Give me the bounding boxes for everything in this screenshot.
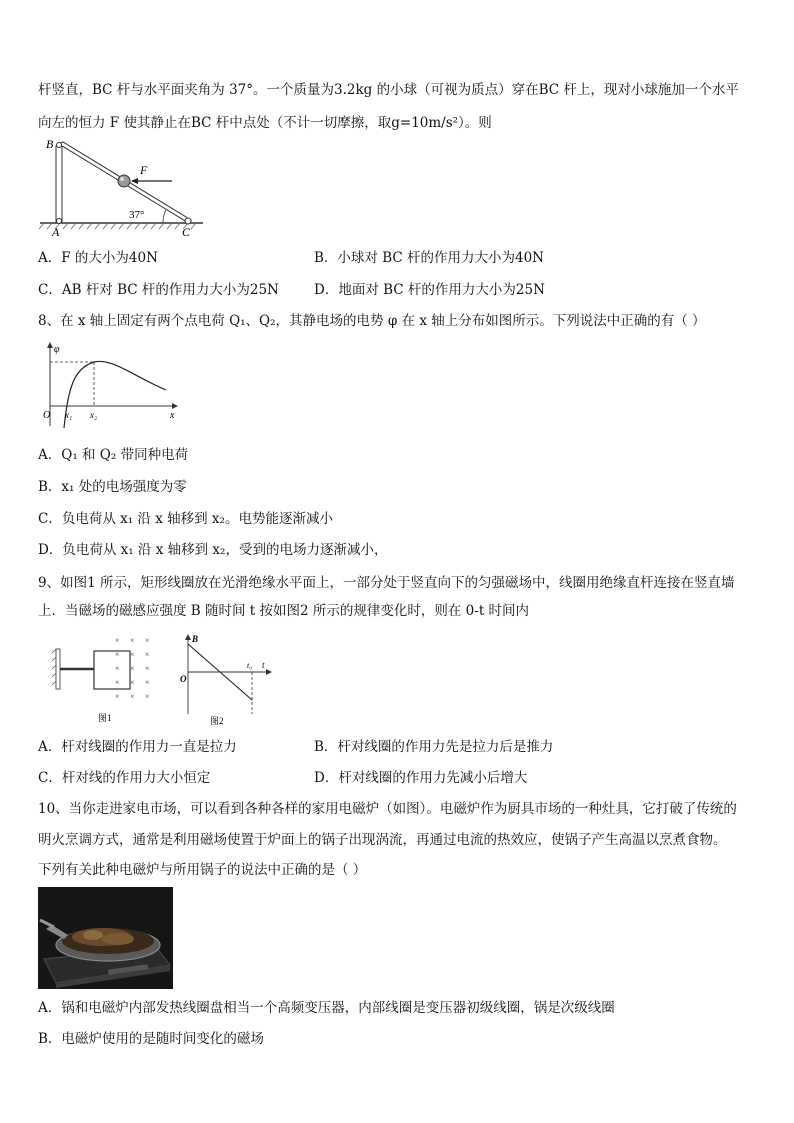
q9-stem-line1: 9、如图1 所示，矩形线圈放在光滑绝缘水平面上，一部分处于竖直向下的匀强磁场中，线圈用绝缘直杆连接在竖直墙: [38, 575, 735, 591]
svg-text:×: ×: [130, 678, 135, 687]
q9-figure-2-graph: [178, 630, 278, 728]
svg-text:×: ×: [145, 664, 150, 673]
q7-option-b: B．小球对 BC 杆的作用力大小为40N: [314, 250, 544, 266]
q8-stem: 8、在 x 轴上固定有两个点电荷 Q₁、Q₂，其静电场的电势 φ 在 x 轴上分布如图所示。下列说法中正确的有（ ）: [38, 313, 706, 329]
q7-option-c: C．AB 杆对 BC 杆的作用力大小为25N: [38, 282, 279, 298]
q9-option-a: A．杆对线圈的作用力一直是拉力: [38, 739, 237, 755]
q8-potential-graph: [38, 338, 188, 430]
induction-cooker-photo: [38, 887, 173, 989]
q7-label-b: B: [46, 138, 54, 151]
q9-fig2-caption: 图2: [210, 716, 224, 726]
q10-stem-line3: 下列有关此种电磁炉与所用锅子的说法中正确的是（ ）: [38, 862, 367, 878]
q10-option-a: A．锅和电磁炉内部发热线圈盘相当一个高频变压器，内部线圈是变压器初级线圈，锅是次级线圈: [38, 1000, 615, 1016]
q9-origin-label: O: [180, 674, 187, 684]
q8-x1-label: x₁: [65, 410, 73, 420]
q7-option-a: A．F 的大小为40N: [38, 250, 158, 266]
svg-text:×: ×: [145, 650, 150, 659]
svg-text:×: ×: [115, 650, 120, 659]
q8-option-b: B．x₁ 处的电场强度为零: [38, 479, 187, 495]
q8-x2-label: x₂: [90, 410, 98, 420]
q7-label-c: C: [182, 225, 191, 238]
q8-origin-label: O: [43, 410, 51, 421]
svg-text:×: ×: [130, 650, 135, 659]
svg-text:×: ×: [115, 678, 120, 687]
svg-text:×: ×: [130, 636, 135, 645]
q9-fig1-caption: 图1: [98, 713, 112, 723]
q9-b-axis-label: B: [192, 634, 199, 644]
svg-text:×: ×: [115, 636, 120, 645]
svg-text:×: ×: [130, 692, 135, 701]
svg-text:×: ×: [145, 692, 150, 701]
q8-option-d: D．负电荷从 x₁ 沿 x 轴移到 x₂，受到的电场力逐渐减小，: [38, 542, 388, 558]
q8-x-axis-label: x: [170, 410, 175, 421]
q7-stem-line1: 杆竖直，BC 杆与水平面夹角为 37°。一个质量为3.2kg 的小球（可视为质点）穿在BC 杆上，现对小球施加一个水平: [38, 82, 739, 98]
q7-stem-line2: 向左的恒力 F 使其静止在BC 杆中点处（不计一切摩擦，取g=10m/s²）。则: [38, 115, 492, 131]
q9-stem-line2: 上．当磁场的磁感应强度 B 随时间 t 按如图2 所示的规律变化时，则在 0-t 时间内: [38, 603, 530, 619]
q9-option-c: C．杆对线的作用力大小恒定: [38, 770, 211, 786]
q8-option-a: A．Q₁ 和 Q₂ 带同种电荷: [38, 447, 189, 463]
q9-option-d: D．杆对线圈的作用力先减小后增大: [314, 770, 528, 786]
svg-text:×: ×: [130, 664, 135, 673]
q8-phi-label: φ: [54, 344, 60, 355]
q9-figure-1: [52, 633, 172, 728]
q8-option-c: C．负电荷从 x₁ 沿 x 轴移到 x₂。电势能逐渐减小: [38, 511, 333, 527]
svg-text:×: ×: [145, 678, 150, 687]
svg-text:×: ×: [115, 692, 120, 701]
q7-label-f: F: [140, 163, 148, 177]
q7-option-d: D．地面对 BC 杆的作用力大小为25N: [314, 282, 545, 298]
q9-t0-label: t₀: [247, 661, 253, 670]
svg-text:×: ×: [115, 664, 120, 673]
svg-text:×: ×: [145, 636, 150, 645]
q9-t-axis-label: t: [262, 660, 265, 670]
q10-stem-line1: 10、当你走进家电市场，可以看到各种各样的家用电磁炉（如图）。电磁炉作为厨具市场的一种灶具，它打破了传统的: [38, 801, 737, 817]
q7-angle-label: 37°: [129, 209, 145, 221]
q10-stem-line2: 明火烹调方式，通常是利用磁场使置于炉面上的锅子出现涡流，再通过电流的热效应，使锅子产生高温以烹煮食物。: [38, 832, 727, 848]
q10-option-b: B．电磁炉使用的是随时间变化的磁场: [38, 1031, 264, 1047]
q9-option-b: B．杆对线圈的作用力先是拉力后是推力: [314, 739, 554, 755]
q7-label-a: A: [52, 225, 60, 238]
q7-rod-figure: [38, 138, 213, 238]
